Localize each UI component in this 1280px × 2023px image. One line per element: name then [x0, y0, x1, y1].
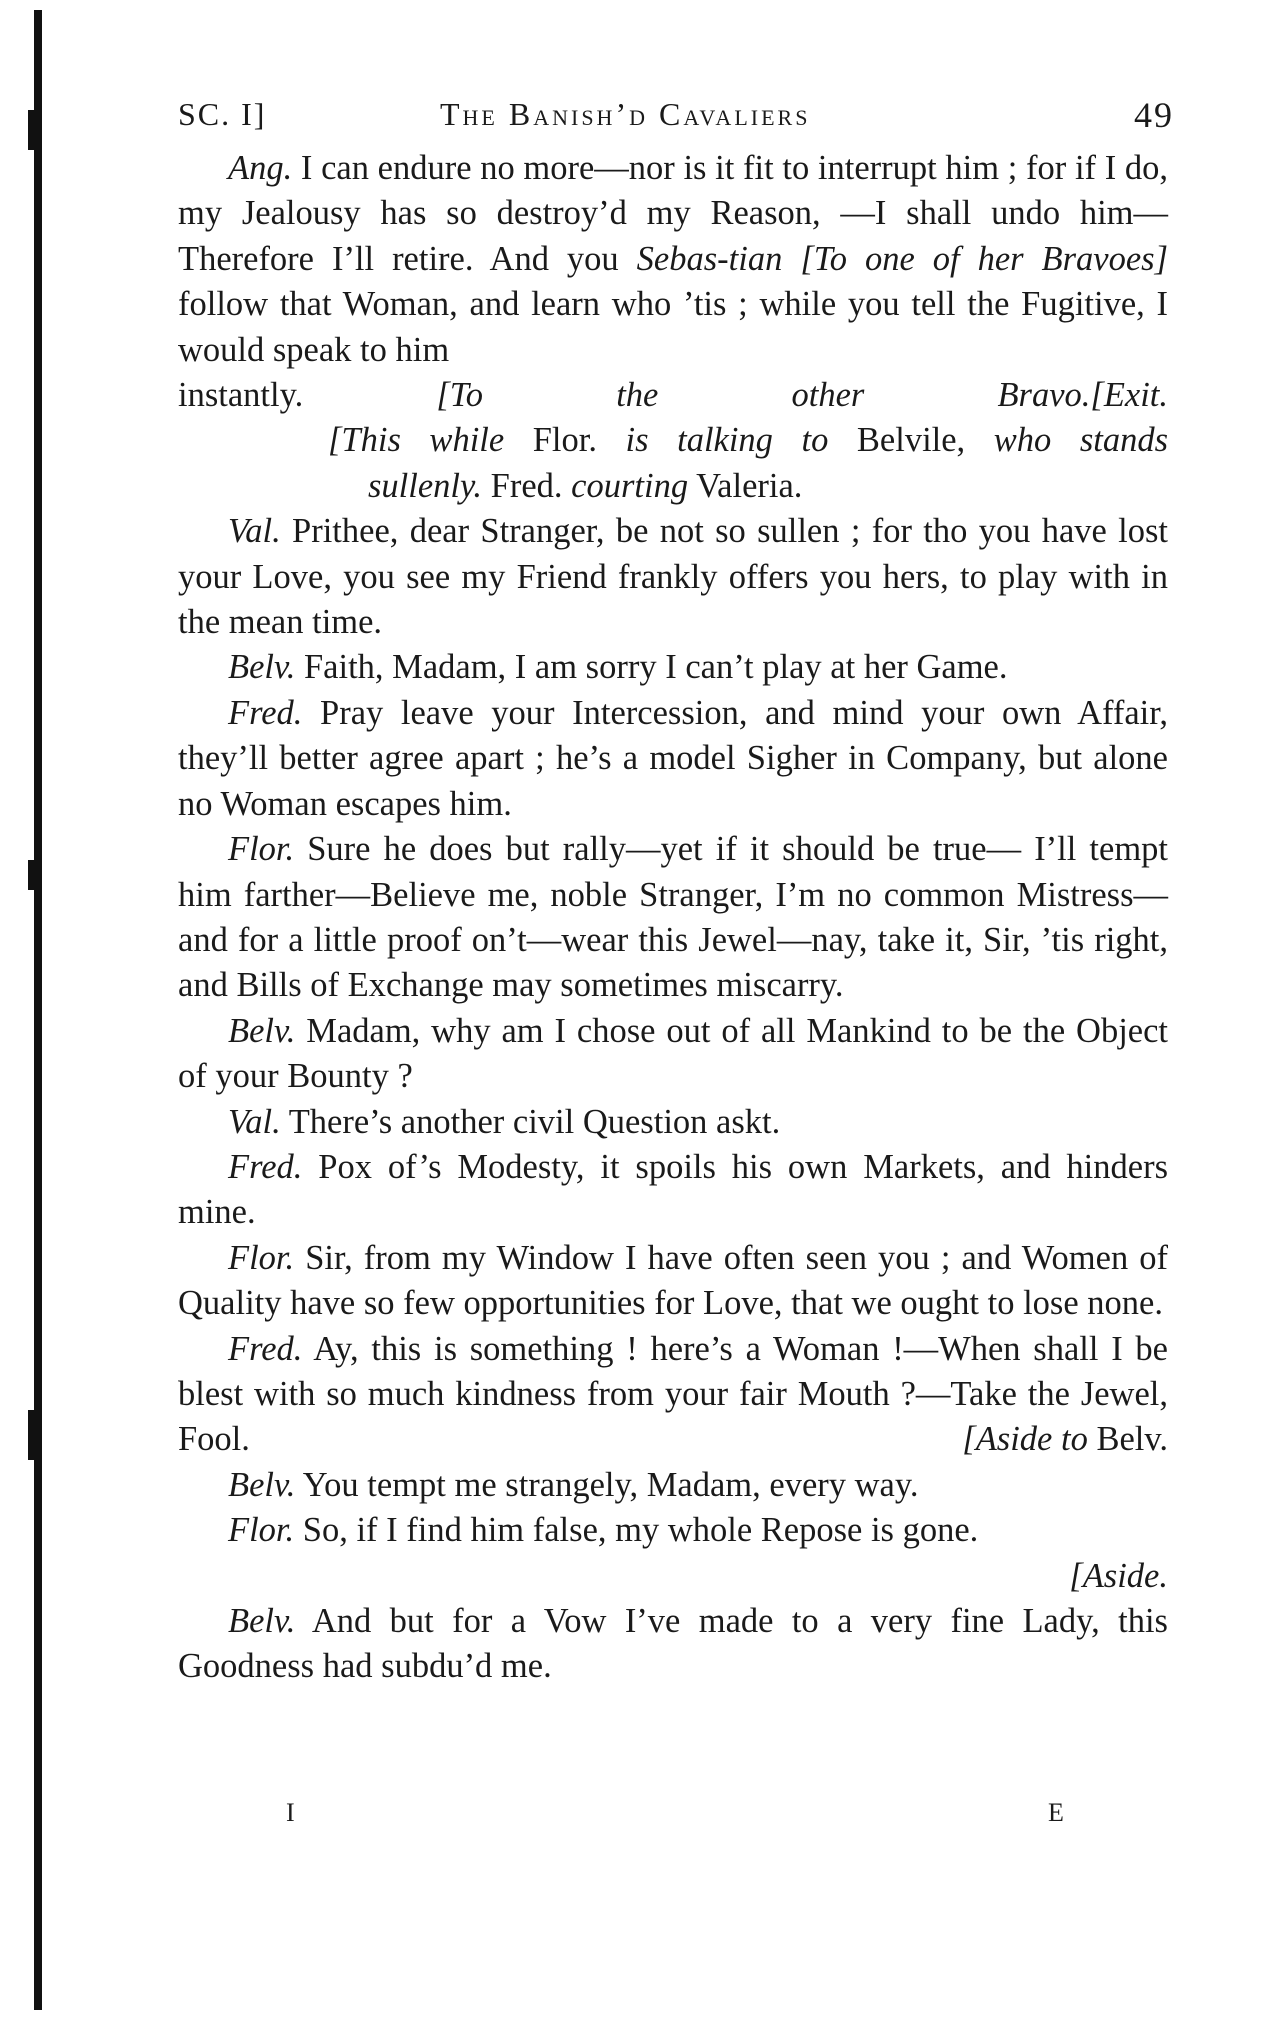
speaker-name: Fred.: [228, 693, 303, 732]
binding-edge: [34, 10, 42, 2010]
aside-direction: [Aside to: [962, 1420, 1088, 1459]
speaker-name: Fred.: [228, 1147, 303, 1186]
speech-fred: Fred. Pray leave your Intercession, and mind your own Affair, they’ll better agree apart ; he’s a model Sigher in Company, but alone no Woman escapes him.: [178, 693, 1168, 823]
aside-direction: [Aside.: [1069, 1556, 1168, 1595]
scene-marker: SC. I]: [178, 96, 267, 132]
speaker-name: Belv.: [228, 1011, 296, 1050]
speech-flor: Flor. So, if I find him false, my whole Repose is gone. [Aside.: [178, 1508, 1168, 1599]
speech-flor: Flor. Sure he does but rally—yet if it should be true— I’ll tempt him farther—Believe me, noble Stranger, I’m no common Mistress—and for a little proof on’t—wear this Jewel—nay, take it, Sir, ’tis right, and Bills of Exchange may sometimes miscarry.: [178, 830, 1169, 1005]
binding-mark: [28, 110, 40, 150]
speaker-name: Belv.: [228, 1465, 296, 1504]
speaker-name: Fred.: [228, 1329, 303, 1368]
speech-val: Val. Prithee, dear Stranger, be not so sullen ; for tho you have lost your Love, you see my Friend frankly offers you hers, to play with in the mean time.: [178, 512, 1169, 642]
stage-direction-block-cont: sullenly. Fred. courting Valeria.: [368, 466, 803, 505]
speech-fred: Fred. Pox of’s Modesty, it spoils his own Markets, and hinders mine.: [178, 1147, 1168, 1232]
speech-ang: Ang. I can endure no more—nor is it fit to interrupt him ; for if I do, my Jealousy has so destroy’d my Reason, —I shall undo him—Therefore I’ll retire. And you Sebas-tian [To one of her Bravoes] follow that Woman, and learn who ’tis ; while you tell the Fugitive, I would speak to him instantly. [To the other Bravo. [Exit.: [178, 146, 1168, 418]
speaker-name: Val.: [228, 512, 281, 551]
speaker-name: Val.: [228, 1102, 281, 1141]
speaker-name: Belv.: [228, 648, 296, 687]
speech-belv: Belv. And but for a Vow I’ve made to a very fine Lady, this Goodness had subdu’d me.: [178, 1602, 1168, 1686]
speech-flor: Flor. Sir, from my Window I have often seen you ; and Women of Quality have so few opportunities for Love, that we ought to lose none.: [178, 1238, 1169, 1323]
speaker-name: Flor.: [228, 1238, 295, 1277]
signature-left: I: [286, 1798, 295, 1827]
exit-direction: [Exit.: [1090, 376, 1168, 415]
speech-belv: Belv. Madam, why am I chose out of all Mankind to be the Object of your Bounty ?: [178, 1011, 1168, 1096]
speaker-name: Ang.: [228, 149, 293, 187]
signature-right: E: [1048, 1798, 1064, 1827]
speech-belv: Belv. Faith, Madam, I am sorry I can’t play at her Game.: [228, 648, 1008, 687]
speech-fred: Fred. Ay, this is something ! here’s a Woman !—When shall I be blest with so much kindness from your fair Mouth ?—Take the Jewel, Fool. [Aside to Belv.: [178, 1329, 1168, 1459]
speaker-name: Belv.: [228, 1602, 296, 1640]
speaker-name: Flor.: [228, 1511, 295, 1550]
play-text: [178, 146, 1168, 1690]
page-number: 49: [1134, 95, 1174, 135]
binding-mark: [28, 1410, 40, 1460]
stage-direction-block: [This while Flor. is talking to Belvile, who stands: [328, 421, 1169, 460]
running-title: The Banish’d Cavaliers: [440, 96, 811, 132]
running-header: [178, 96, 1178, 144]
speech-belv: Belv. You tempt me strangely, Madam, every way.: [228, 1465, 919, 1504]
stage-direction: [To one of her Bravoes]: [800, 239, 1169, 278]
speech-val: Val. There’s another civil Question askt.: [228, 1102, 781, 1141]
binding-mark: [28, 860, 40, 890]
speaker-name: Flor.: [228, 830, 295, 869]
stage-direction: [To the other Bravo.: [436, 376, 1091, 415]
signature-marks: [178, 1798, 1064, 1838]
